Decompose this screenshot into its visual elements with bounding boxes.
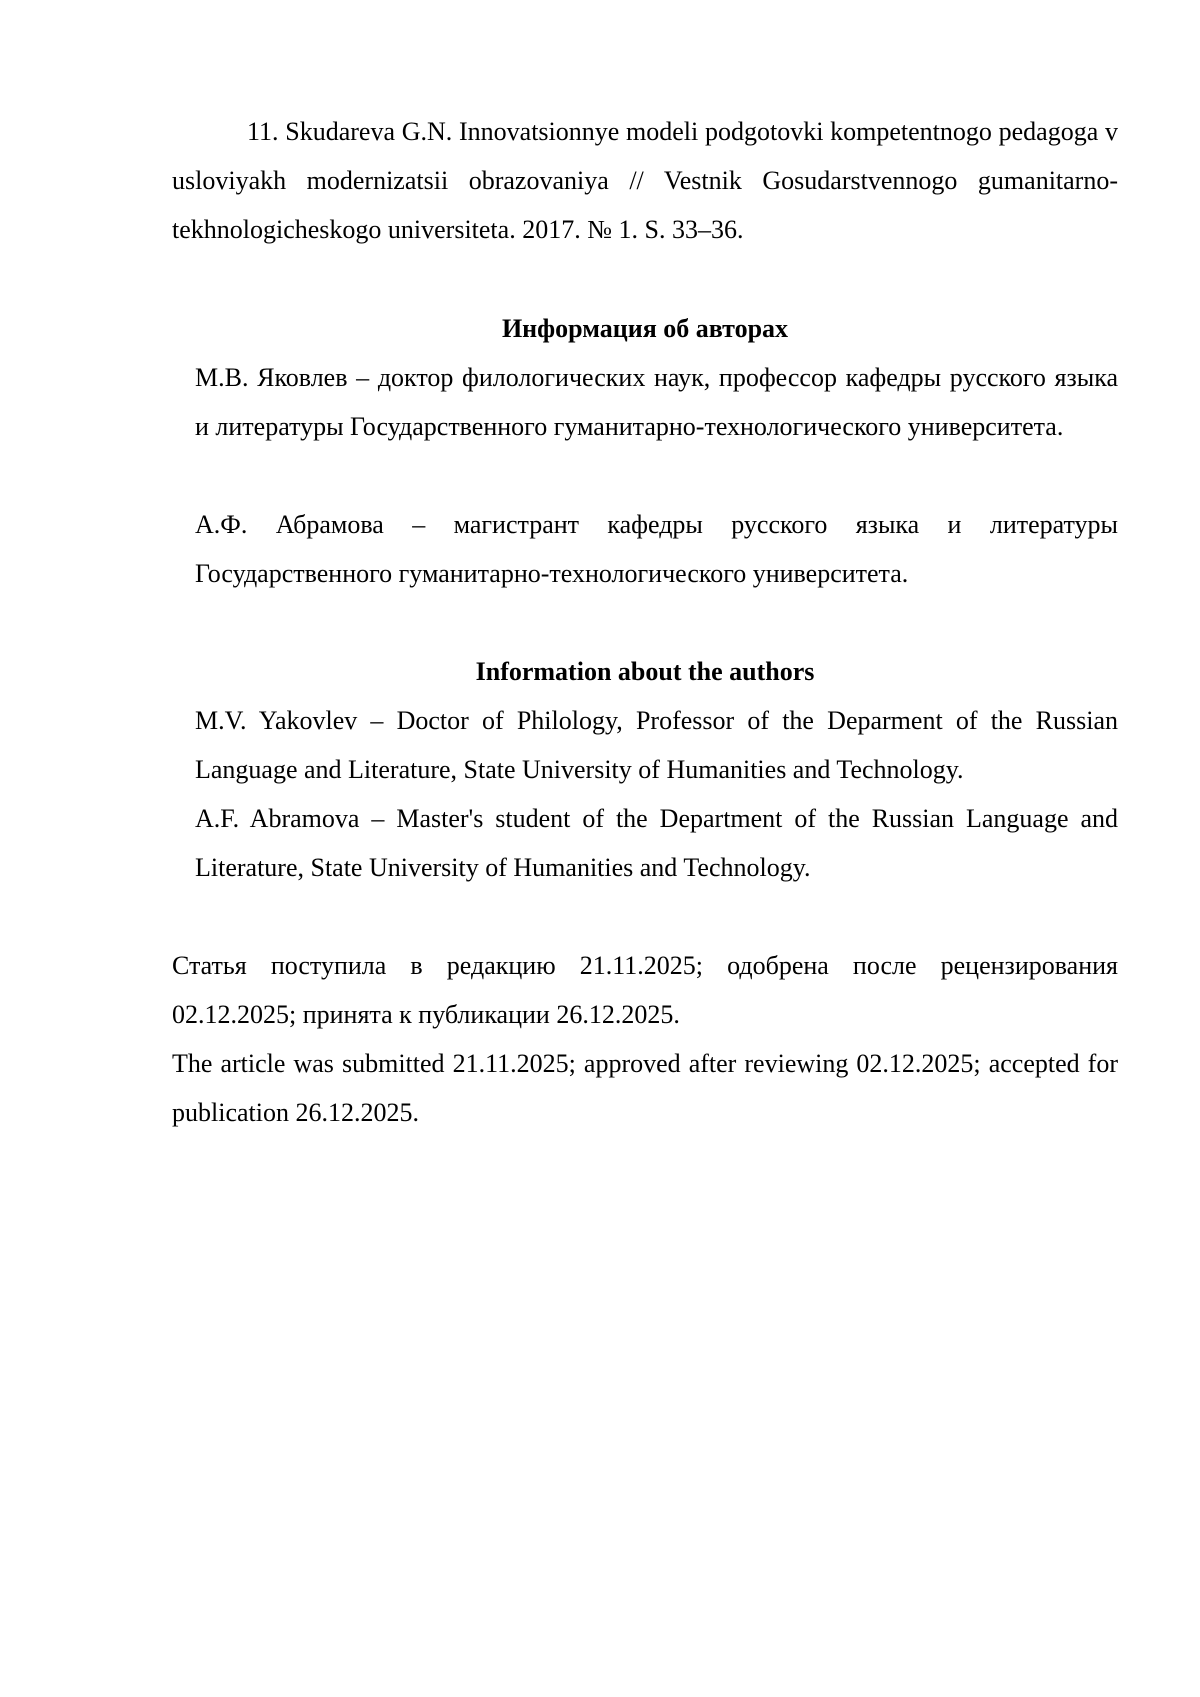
author-info-en-yakovlev: M.V. Yakovlev – Doctor of Philology, Professor of the Deparment of the Russian Language and Literature, State University of Humanities and Technology.: [195, 706, 1118, 784]
authors-info-heading-en: Information about the authors: [475, 657, 815, 686]
article-dates-en: The article was submitted 21.11.2025; approved after reviewing 02.12.2025; accepted for publication 26.12.2025.: [172, 1049, 1118, 1127]
author-info-en-abramova: A.F. Abramova – Master's student of the Department of the Russian Language and Literature, State University of Humanities and Technology.: [195, 804, 1118, 882]
reference-entry: 11. Skudareva G.N. Innovatsionnye modeli podgotovki kompetentnogo pedagoga v usloviyakh modernizatsii obrazovaniya // Vestnik Gosudarstvennogo gumanitarno-tekhnologicheskogo universiteta. 2017. № 1. S. 33–36.: [172, 117, 1118, 244]
author-info-ru-yakovlev: М.В. Яковлев – доктор филологических наук, профессор кафедры русского языка и литературы Государственного гуманитарно-технологического университета.: [195, 363, 1118, 441]
author-info-ru-abramova: А.Ф. Абрамова – магистрант кафедры русского языка и литературы Государственного гуманитарно-технологического университета.: [195, 510, 1118, 588]
authors-info-heading-ru: Информация об авторах: [501, 314, 789, 343]
article-dates-ru: Статья поступила в редакцию 21.11.2025; одобрена после рецензирования 02.12.2025; принята к публикации 26.12.2025.: [172, 951, 1118, 1029]
